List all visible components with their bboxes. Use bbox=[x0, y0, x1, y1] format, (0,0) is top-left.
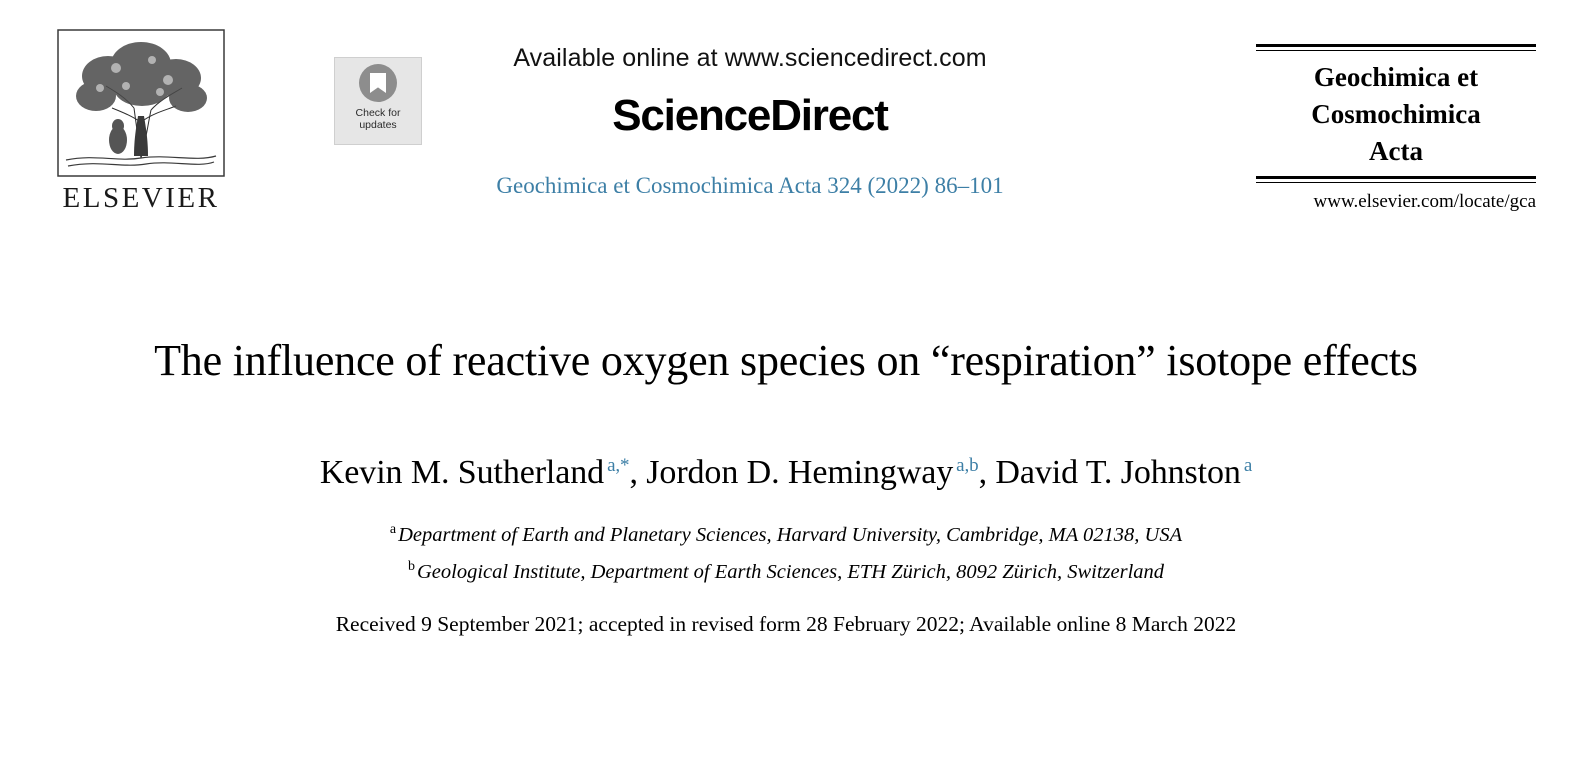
author-name: Jordon D. Hemingway bbox=[646, 454, 954, 491]
rule-top-thick bbox=[1256, 44, 1536, 47]
author-affiliation-marks: a,b bbox=[956, 454, 979, 476]
rule-bottom-thin bbox=[1256, 182, 1536, 183]
affiliation-item bbox=[0, 514, 1572, 551]
journal-masthead bbox=[0, 0, 1572, 290]
author-affiliation-marks: a bbox=[1243, 454, 1253, 476]
elsevier-wordmark: ELSEVIER bbox=[62, 182, 220, 214]
author-name: Kevin M. Sutherland bbox=[319, 454, 605, 491]
rule-top-thin bbox=[1256, 50, 1536, 51]
affiliation-mark: b bbox=[407, 558, 415, 574]
affiliation-item bbox=[0, 551, 1572, 588]
author-list bbox=[0, 454, 1572, 492]
journal-title-block bbox=[1256, 44, 1536, 213]
sciencedirect-wordmark: ScienceDirect bbox=[612, 91, 888, 140]
author-affiliation-marks: a,* bbox=[607, 454, 630, 476]
journal-name-line1: Geochimica et bbox=[1313, 62, 1479, 92]
sciencedirect-block bbox=[430, 44, 1070, 199]
journal-name bbox=[1256, 59, 1536, 170]
elsevier-tree-icon bbox=[56, 28, 226, 178]
affiliation-list bbox=[0, 514, 1572, 588]
rule-bottom-thick bbox=[1256, 176, 1536, 179]
author-separator: , bbox=[978, 454, 996, 491]
author-entry[interactable] bbox=[646, 454, 978, 491]
affiliation-text: Department of Earth and Planetary Sciences, Harvard University, Cambridge, MA 02138, USA bbox=[398, 523, 1183, 546]
elsevier-logo bbox=[48, 28, 234, 215]
author-entry[interactable] bbox=[320, 454, 630, 491]
crossmark-label-line2: updates bbox=[359, 119, 397, 131]
affiliation-text: Geological Institute, Department of Earth Sciences, ETH Zürich, 8092 Zürich, Switzerland bbox=[416, 560, 1165, 583]
journal-url[interactable]: www.elsevier.com/locate/gca bbox=[1313, 191, 1536, 212]
author-name: David T. Johnston bbox=[995, 454, 1241, 491]
author-entry[interactable] bbox=[995, 454, 1252, 491]
check-for-updates-badge[interactable] bbox=[334, 57, 422, 145]
received-dates: Received 9 September 2021; accepted in revised form 28 February 2022; Available online 8 March 2022 bbox=[335, 611, 1237, 636]
affiliation-mark: a bbox=[389, 522, 397, 537]
journal-name-line3: Acta bbox=[1369, 136, 1423, 166]
journal-name-line2: Cosmochimica bbox=[1311, 99, 1481, 129]
page-title: The influence of reactive oxygen species on “respiration” isotope effects bbox=[154, 336, 1418, 385]
crossmark-label bbox=[356, 107, 401, 131]
article-header bbox=[0, 330, 1572, 637]
available-online-text: Available online at www.sciencedirect.com bbox=[513, 44, 987, 72]
journal-citation-line[interactable]: Geochimica et Cosmochimica Acta 324 (2022) 86–101 bbox=[496, 173, 1004, 198]
bookmark-icon bbox=[359, 64, 397, 102]
author-separator: , bbox=[629, 454, 647, 491]
crossmark-label-line1: Check for bbox=[355, 107, 401, 119]
